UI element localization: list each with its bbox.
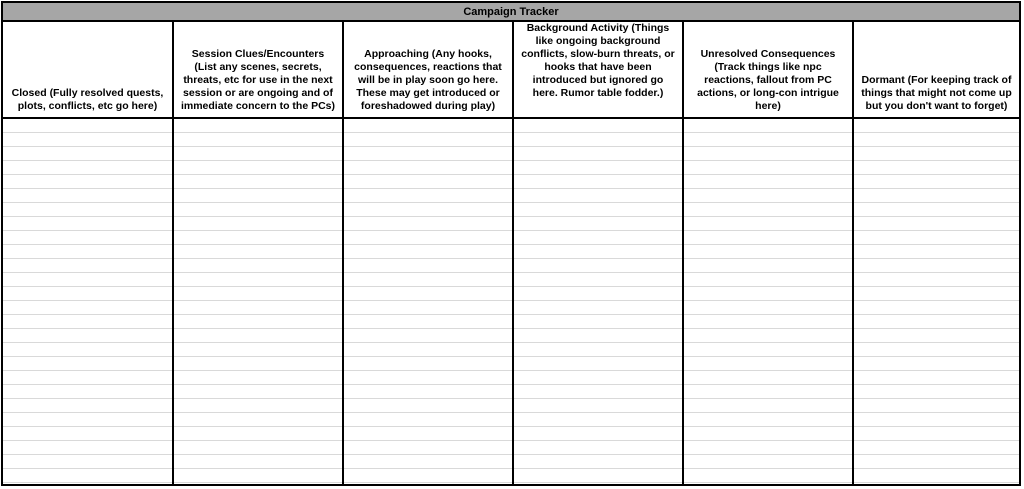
column-background-activity xyxy=(514,22,684,484)
column-cells-approaching[interactable] xyxy=(344,119,512,484)
column-header-dormant xyxy=(854,22,1019,119)
column-header-label: Closed (Fully resolved quests, plots, conflicts, etc go here) xyxy=(11,87,164,112)
column-session-clues xyxy=(174,22,344,484)
column-header-closed xyxy=(3,22,172,119)
column-unresolved-consequences xyxy=(684,22,854,484)
column-header-label: Dormant (For keeping track of things that might not come up but you don't want to forget) xyxy=(861,74,1012,112)
column-closed xyxy=(3,22,174,484)
column-approaching xyxy=(344,22,514,484)
column-header-background-activity xyxy=(514,22,682,119)
sheet-title: Campaign Tracker xyxy=(3,3,1019,22)
column-header-label: Background Activity (Things like ongoing background conflicts, slow-burn threats, or hooks that have been introduced but ignored go here. Rumor table fodder.) xyxy=(521,22,675,99)
campaign-tracker-sheet xyxy=(1,1,1021,486)
column-cells-session-clues[interactable] xyxy=(174,119,342,484)
column-header-label: Approaching (Any hooks, consequences, reactions that will be in play soon go here. These may get introduced or foreshadowed during play) xyxy=(354,48,502,112)
column-header-session-clues xyxy=(174,22,342,119)
column-cells-closed[interactable] xyxy=(3,119,172,484)
column-cells-unresolved-consequences[interactable] xyxy=(684,119,852,484)
column-dormant xyxy=(854,22,1019,484)
column-header-label: Unresolved Consequences (Track things like npc reactions, fallout from PC actions, or long-con intrigue here) xyxy=(697,48,839,112)
column-header-label: Session Clues/Encounters (List any scenes, secrets, threats, etc for use in the next session or are ongoing and of immediate concern to the PCs) xyxy=(180,48,336,112)
column-header-unresolved-consequences xyxy=(684,22,852,119)
column-header-approaching xyxy=(344,22,512,119)
tracker-columns xyxy=(3,22,1019,484)
column-cells-dormant[interactable] xyxy=(854,119,1019,484)
column-cells-background-activity[interactable] xyxy=(514,119,682,484)
